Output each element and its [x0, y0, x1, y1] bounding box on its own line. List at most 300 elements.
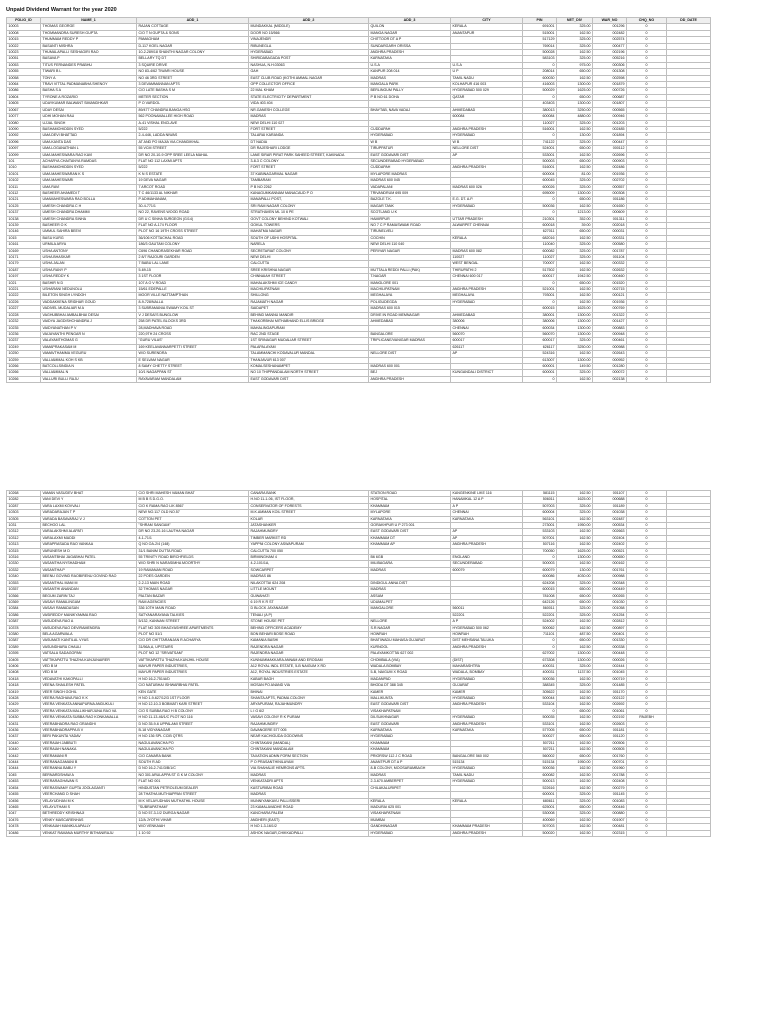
cell-folio: 1010	[7, 165, 41, 171]
cell-add1: MAYUR PAPER INDUSTRIES,	[137, 663, 249, 669]
cell-chqno: 0	[627, 689, 667, 695]
cell-add2: STATE ELECTRICITY DEPARTMENT	[249, 94, 369, 100]
cell-add2: MADRAS 86	[249, 574, 369, 580]
cell-add1: 1 10 92	[137, 830, 249, 836]
cell-city: 560070	[451, 331, 523, 337]
cell-folio: 10456	[7, 798, 41, 804]
cell-city: BANGALORE 560 002	[451, 753, 523, 759]
cell-warno: 000687	[593, 94, 627, 100]
column-header-add2: ADD_2	[249, 18, 369, 24]
cell-warno: 001760	[593, 753, 627, 759]
cell-add2: JATASHANKER	[249, 523, 369, 529]
cell-add2: STRATHAVEN ML 10 6 PE	[249, 210, 369, 216]
cell-folio: 10380	[7, 631, 41, 637]
cell-warno: 002444	[593, 663, 627, 669]
cell-pin: 600015	[523, 306, 557, 312]
cell-folio: 10092	[7, 133, 41, 139]
cell-warno: 000557	[593, 184, 627, 190]
cell-chqno: 0	[627, 721, 667, 727]
cell-city: HYDERABAD	[451, 766, 523, 772]
cell-chqno: 0	[627, 242, 667, 248]
cell-warno: 000446	[593, 804, 627, 810]
cell-folio: 10476	[7, 817, 41, 823]
cell-chqno: 0	[627, 248, 667, 254]
cell-city: ANDHRA PRADESH	[451, 644, 523, 650]
cell-folio: 10266	[7, 370, 41, 376]
cell-warno: 000883	[593, 325, 627, 331]
cell-warno: 000988	[593, 574, 627, 580]
cell-add1: FLAT NO 305 BHAGYASHREE APARTMENTS	[137, 625, 249, 631]
cell-warno: 000306	[593, 62, 627, 68]
cell-add3: MYLAPORE MADRAS	[369, 171, 451, 177]
cell-warno: 000903	[593, 158, 627, 164]
cell-name: BASHAMOHIDDIN SYED	[41, 126, 137, 132]
cell-warno: 001960	[593, 766, 627, 772]
cell-folio: 1015	[7, 235, 41, 241]
cell-name: BASHEER O K	[41, 223, 137, 229]
cell-name: VELAYUDHAN M K	[41, 798, 137, 804]
cell-city: 380006	[451, 319, 523, 325]
cell-netdiv: 325.00	[557, 120, 593, 126]
cell-warno: 001107	[593, 491, 627, 497]
cell-warno: 000072	[593, 370, 627, 376]
cell-add1: C/O LATE BASHA S M	[137, 88, 249, 94]
cell-city: UTTAR PRADESH	[451, 216, 523, 222]
cell-pin: 700050	[523, 548, 557, 554]
cell-chqno: 0	[627, 516, 667, 522]
cell-folio: 10161	[7, 242, 41, 248]
cell-city: 600079	[451, 567, 523, 573]
cell-netdiv: 325.00	[557, 612, 593, 618]
cell-warno: 000580	[593, 242, 627, 248]
cell-pin: 680611	[523, 798, 557, 804]
cell-folio: 10058	[7, 75, 41, 81]
cell-city: KERALA	[451, 798, 523, 804]
cell-add1: K N S ESTATE	[137, 171, 249, 177]
cell-chqno: 0	[627, 663, 667, 669]
cell-warno: 001045	[593, 670, 627, 676]
cell-add3: PALAYAMKOTTAI 627 002	[369, 651, 451, 657]
cell-city: 522201	[451, 612, 523, 618]
cell-name: UMESH CHANDRA SINHA	[41, 216, 137, 222]
cell-city: AP	[451, 152, 523, 158]
cell-add3: ASSAM	[369, 593, 451, 599]
cell-chqno: 0	[627, 683, 667, 689]
cell-add3: U.S.A	[369, 62, 451, 68]
cell-add2: CHINTAKANI MANDALAM	[249, 747, 369, 753]
cell-pin: 507003	[523, 503, 557, 509]
cell-warno: 002663	[593, 529, 627, 535]
cell-add1: P O VARDOL	[137, 101, 249, 107]
document-title: Unpaid Dividend Warrant for the year 2020	[6, 7, 117, 13]
cell-add3: KHAMMAM DT	[369, 535, 451, 541]
cell-add3: MUMBAI	[369, 817, 451, 823]
cell-chqno: 0	[627, 753, 667, 759]
cell-folio: 1045	[7, 772, 41, 778]
cell-name: USHA ANTONY	[41, 248, 137, 254]
cell-pin: 533001	[523, 152, 557, 158]
cell-name: BECHOO LAL	[41, 523, 137, 529]
cell-add3: MADRAS	[369, 772, 451, 778]
cell-city: 626117	[451, 344, 523, 350]
cell-city: QATAR	[451, 94, 523, 100]
cell-add2: CHINNAIAH STREET	[249, 274, 369, 280]
cell-warno: 001181	[593, 728, 627, 734]
cell-name: VEERARAGHAVAN S	[41, 779, 137, 785]
cell-add2: DT NADIA	[249, 139, 369, 145]
cell-folio: 10222	[7, 293, 41, 299]
cell-netdiv: 975.00	[557, 62, 593, 68]
cell-add3: NELLORE DIST	[369, 351, 451, 357]
cell-warno: 000688	[593, 497, 627, 503]
cell-name: VASAVI RAMALINGAM	[41, 599, 137, 605]
cell-name: VEERA VENKATA MALLIKHARJUNA RAO VA	[41, 708, 137, 714]
cell-add3: IMLIBAGARA	[369, 561, 451, 567]
cell-dddate	[667, 376, 711, 382]
cell-folio: 10429	[7, 708, 41, 714]
cell-add2: TALAMMANCHI KODAVALUR MANDAL	[249, 351, 369, 357]
cell-add1: 5/222	[137, 165, 249, 171]
cell-folio: 10430	[7, 715, 41, 721]
cell-pin: 400031	[523, 663, 557, 669]
cell-add3: MACHILIPATNAM	[369, 287, 451, 293]
cell-name: VASUDEVA RAO A	[41, 619, 137, 625]
cell-add2: 4-2-101/1A,	[249, 561, 369, 567]
cell-city: HYDERABAD	[451, 779, 523, 785]
cell-warno: 001879	[593, 82, 627, 88]
cell-pin: 0	[523, 62, 557, 68]
cell-name: VEERAIAH JABBUTI	[41, 740, 137, 746]
cell-add1: METER SECTION	[137, 94, 249, 100]
cell-name: BATCOLLSINDIA N	[41, 363, 137, 369]
cell-add2: D BLOCK JAYANAGAR	[249, 606, 369, 612]
cell-netdiv: 162.50	[557, 721, 593, 727]
cell-netdiv: 149.50	[557, 363, 593, 369]
cell-chqno: 0	[627, 210, 667, 216]
cell-city: HYDERABAD	[451, 133, 523, 139]
cell-folio: 10077	[7, 114, 41, 120]
column-header-netdiv: NET_DIV	[557, 18, 593, 24]
cell-netdiv: 162.50	[557, 740, 593, 746]
cell-add1: 336 10TH MAIN ROAD	[137, 606, 249, 612]
cell-netdiv: 162.50	[557, 267, 593, 273]
cell-add1: D-117 KOEL NAGAR	[137, 43, 249, 49]
cell-warno: 000719	[593, 676, 627, 682]
dividend-table-bottom	[6, 490, 711, 837]
cell-name: VARALAKSHMI ALAPATI	[41, 529, 137, 535]
cell-netdiv: 162.50	[557, 235, 593, 241]
cell-add2: P B NO 2262	[249, 184, 369, 190]
cell-warno: 001907	[593, 817, 627, 823]
cell-chqno: 0	[627, 363, 667, 369]
cell-name: UMA DEVI BHATTAD	[41, 133, 137, 139]
cell-netdiv: 39.00	[557, 223, 593, 229]
cell-add3: BHATIWADU MAHASA GUJARAT	[369, 638, 451, 644]
cell-folio: 1021	[7, 280, 41, 286]
cell-folio: 10431	[7, 721, 41, 727]
cell-add2: MADRAS	[249, 792, 369, 798]
cell-chqno: 0	[627, 817, 667, 823]
cell-city: NELLORE DIST	[451, 146, 523, 152]
cell-add1: 3 1ST FLOOR	[137, 274, 249, 280]
cell-name: USHA RANY P	[41, 267, 137, 273]
cell-add3: GANDHINAGAR	[369, 824, 451, 830]
cell-add2: PALAPALAYAM	[249, 344, 369, 350]
cell-warno: 000477	[593, 43, 627, 49]
cell-name: VARA LAXMI KOVVALI	[41, 503, 137, 509]
cell-netdiv: 4030.00	[557, 574, 593, 580]
cell-netdiv: 162.50	[557, 625, 593, 631]
cell-name: VEERA VENKATA ANNAPURNA ANDUKULI	[41, 702, 137, 708]
cell-folio: 10429	[7, 702, 41, 708]
column-header-chqno: CHQ_NO	[627, 18, 667, 24]
cell-add3: S.R.NAGAR	[369, 625, 451, 631]
cell-warno: 001787	[593, 248, 627, 254]
cell-name: UDHI MOHAN RAU	[41, 114, 137, 120]
cell-pin: 0	[523, 555, 557, 561]
cell-name: UMA MAHESWARAN K S	[41, 171, 137, 177]
cell-add1: 7 ARCOT ROAD	[137, 184, 249, 190]
cell-pin: 0	[523, 376, 557, 382]
cell-name: VAIJAYANTHI PENGAR N	[41, 331, 137, 337]
cell-name: UDAY DESAI	[41, 107, 137, 113]
cell-add1: 2 8/7 RAJOURI GARDEN	[137, 255, 249, 261]
cell-add3: MANGA NAGAR	[369, 30, 451, 36]
cell-add1: C/O T N GUPTA & SONS	[137, 30, 249, 36]
cell-add3: KANPUR 208 014	[369, 69, 451, 75]
cell-warno: 000565	[593, 107, 627, 113]
cell-chqno: 0	[627, 766, 667, 772]
cell-add1: SATYANARAYANA TALKIES	[137, 612, 249, 618]
cell-chqno: 0	[627, 644, 667, 650]
cell-add3: BANGALORE	[369, 331, 451, 337]
cell-warno: 001788	[593, 772, 627, 778]
cell-city: WADALA, BOMBAY	[451, 670, 523, 676]
cell-add2: RAJAMATH NAGAR	[249, 299, 369, 305]
cell-folio: 10125	[7, 203, 41, 209]
cell-add3: 5-B, NAIGUM X ROAD	[369, 670, 451, 676]
cell-add2: MAHALAKSHMI ICE CANDY	[249, 280, 369, 286]
cell-add2: VASAVI COLONY R K PURAM	[249, 715, 369, 721]
cell-chqno: 0	[627, 184, 667, 190]
cell-add3: B6 6GB	[369, 555, 451, 561]
cell-netdiv: 325.00	[557, 139, 593, 145]
cell-pin: 560070	[523, 331, 557, 337]
cell-netdiv: 162.50	[557, 766, 593, 772]
cell-pin: 581115	[523, 491, 557, 497]
cell-folio: 10605	[7, 101, 41, 107]
cell-warno: 002408	[593, 779, 627, 785]
cell-warno: 001936	[593, 299, 627, 305]
cell-city: HYDERABAD	[451, 676, 523, 682]
cell-pin: 500035	[523, 715, 557, 721]
cell-netdiv: 162.50	[557, 287, 593, 293]
cell-warno: 000461	[593, 338, 627, 344]
cell-add1: M K VELAYUDHAN MUTHATHIL HOUSE	[137, 798, 249, 804]
cell-pin: 530008	[523, 811, 557, 817]
cell-name: VAMAPRAKASAM M	[41, 344, 137, 350]
cell-pin: 793001	[523, 293, 557, 299]
cell-add1: DR NO 20-10-9 OPP SREE LEELA MAHAL	[137, 152, 249, 158]
cell-name: VANI DEVI Y	[41, 497, 137, 503]
cell-folio: 10428	[7, 696, 41, 702]
cell-netdiv: 1300.00	[557, 357, 593, 363]
cell-pin: 642126	[523, 599, 557, 605]
cell-name: VED B M	[41, 670, 137, 676]
cell-add1: NO 22, RAVENS WOOD ROAD	[137, 210, 249, 216]
cell-warno: 002482	[593, 30, 627, 36]
cell-pin: 600034	[523, 325, 557, 331]
cell-add1: 28 THATHA MUTHIAPPAN STREET	[137, 792, 249, 798]
cell-add1: T C 46/1133 AL NIKHAR	[137, 190, 249, 196]
cell-name: UMA MAHESWARA RAO KAVI	[41, 152, 137, 158]
cell-warno: 002574	[593, 37, 627, 43]
cell-folio: 10419	[7, 689, 41, 695]
cell-add2: FORT STREET	[249, 126, 369, 132]
cell-add3: KARNATAKA	[369, 728, 451, 734]
cell-name: VENKY MASCARENHAS	[41, 817, 137, 823]
cell-add3: MADURAI 625 001	[369, 804, 451, 810]
cell-add1: 22 POES GARDEN	[137, 574, 249, 580]
cell-warno: 001038	[593, 510, 627, 516]
cell-add2: L I G 6/2	[249, 708, 369, 714]
cell-add2: BHINAI	[249, 689, 369, 695]
cell-folio: 10227	[7, 306, 41, 312]
cell-folio: 10268	[7, 491, 41, 497]
cell-add3: DILSUKHNAGAR	[369, 715, 451, 721]
cell-add2: KASTURIBAI ROAD	[249, 785, 369, 791]
cell-warno: 001186	[593, 197, 627, 203]
cell-add1: NEW NO.117 OLD NO.57	[137, 510, 249, 516]
cell-city: AP	[451, 535, 523, 541]
cell-add1: 28,MADHAVA ROAD	[137, 325, 249, 331]
cell-netdiv: 1300.00	[557, 331, 593, 337]
cell-chqno: 0	[627, 56, 667, 62]
cell-netdiv: 162.50	[557, 619, 593, 625]
cell-add2: SRI RAM NAGAR COLONY	[249, 203, 369, 209]
cell-add3: POLIGUDEGDA	[369, 299, 451, 305]
cell-city: KUNGANDALI DISTRICT	[451, 370, 523, 376]
cell-add2: KOMALSESHANAMPET	[249, 363, 369, 369]
cell-warno: 001485	[593, 683, 627, 689]
cell-warno: 000609	[593, 210, 627, 216]
cell-add1: RAM AGENCIES	[137, 599, 249, 605]
cell-name: VADIVEL MUDALIAR M A	[41, 306, 137, 312]
cell-pin: 110027	[523, 255, 557, 261]
cell-netdiv: 325.00	[557, 580, 593, 586]
cell-folio: 10137	[7, 210, 41, 216]
cell-add1: 36/106 KOTTACHAL ROAD	[137, 235, 249, 241]
cell-add2: LITTLE MOUNT	[249, 587, 369, 593]
cell-netdiv: 325.00	[557, 606, 593, 612]
cell-netdiv: 162.50	[557, 542, 593, 548]
cell-pin: 600001	[523, 363, 557, 369]
cell-chqno: 0	[627, 631, 667, 637]
cell-add1: 19 DEVA NAGAR	[137, 178, 249, 184]
cell-pin: 506011	[523, 497, 557, 503]
cell-netdiv: 162.50	[557, 299, 593, 305]
cell-folio: 10067	[7, 107, 41, 113]
cell-warno: 002715	[593, 287, 627, 293]
cell-pin: 533101	[523, 721, 557, 727]
cell-add1: Q NO OA-2/4 (148)	[137, 542, 249, 548]
table-row	[7, 830, 711, 836]
cell-folio: 10099	[7, 152, 41, 158]
cell-folio: 10226	[7, 299, 41, 305]
cell-pin: 600082	[523, 248, 557, 254]
cell-warno: 005216	[593, 56, 627, 62]
cell-name: VEDAVATHI KAKOPALLI	[41, 676, 137, 682]
cell-name: VALLIAMMAL KOH S KB	[41, 357, 137, 363]
cell-chqno: 0	[627, 728, 667, 734]
cell-pin: 507211	[523, 740, 557, 746]
cell-pin: 600026	[523, 184, 557, 190]
cell-add3: BHODA DT 388 345	[369, 683, 451, 689]
cell-folio: 10266	[7, 376, 41, 382]
cell-add1: 30-4-771/1	[137, 203, 249, 209]
cell-warno: 001189	[593, 503, 627, 509]
cell-folio: 10316	[7, 555, 41, 561]
cell-add1: C/O NATUBHAI ISHWARBHAI PATEL	[137, 683, 249, 689]
cell-folio: 10232	[7, 319, 41, 325]
cell-folio: 10437	[7, 734, 41, 740]
cell-pin: 691001	[523, 24, 557, 30]
cell-folio: 10112	[7, 190, 41, 196]
cell-add2: NASHUA, N.H.03063	[249, 62, 369, 68]
cell-name: USHA BHASKAR	[41, 255, 137, 261]
cell-add1: H NO 16-2-751/A/D	[137, 676, 249, 682]
cell-name: VALAYAMTHOMAS G	[41, 338, 137, 344]
cell-add2: TALARAI KARANDA	[249, 133, 369, 139]
cell-add1: COTTON PET	[137, 516, 249, 522]
cell-warno: 000401	[593, 631, 627, 637]
cell-add3: KERALA	[369, 798, 451, 804]
cell-chqno: 0	[627, 338, 667, 344]
cell-pin: 500029	[523, 88, 557, 94]
cell-add2: NEAR KACHIGUDA GODOWNS	[249, 734, 369, 740]
cell-warno: 000449	[593, 587, 627, 593]
cell-warno: 000880	[593, 811, 627, 817]
cell-pin: 380006	[523, 319, 557, 325]
cell-name: VENKAT RAMANA MURTHY BITHANIRAJU	[41, 830, 137, 836]
cell-add1: NO 46 3RD STREET	[137, 75, 249, 81]
cell-netdiv: 650.00	[557, 804, 593, 810]
cell-add3: EAST GODAVARI DIST	[369, 152, 451, 158]
cell-folio: 10330	[7, 561, 41, 567]
cell-add3: HYDERABAD	[369, 133, 451, 139]
cell-chqno: 0	[627, 542, 667, 548]
cell-add3: MUTTALA REDDI PALLI (PAK)	[369, 267, 451, 273]
cell-warno: 002196	[593, 50, 627, 56]
cell-warno: 001520	[593, 280, 627, 286]
cell-add3: MAGAR TANK	[369, 203, 451, 209]
cell-folio: 10235	[7, 325, 41, 331]
cell-netdiv: 325.00	[557, 510, 593, 516]
cell-warno: 000162	[593, 561, 627, 567]
cell-netdiv: 162.50	[557, 535, 593, 541]
cell-add2: DAVANGERE 577 005	[249, 728, 369, 734]
cell-add2: MAHATMA NAGAR	[249, 229, 369, 235]
cell-chqno: 0	[627, 824, 667, 830]
cell-chqno: 0	[627, 587, 667, 593]
cell-city: TAMIL NADU	[451, 75, 523, 81]
cell-pin: 273001	[523, 523, 557, 529]
cell-add1: W/O SURENDRA	[137, 351, 249, 357]
cell-pin: 560011	[523, 606, 557, 612]
cell-city: HYDERABAD	[451, 299, 523, 305]
cell-add2: H NO 1-3-16/1/2	[249, 824, 369, 830]
cell-netdiv: 325.00	[557, 184, 593, 190]
